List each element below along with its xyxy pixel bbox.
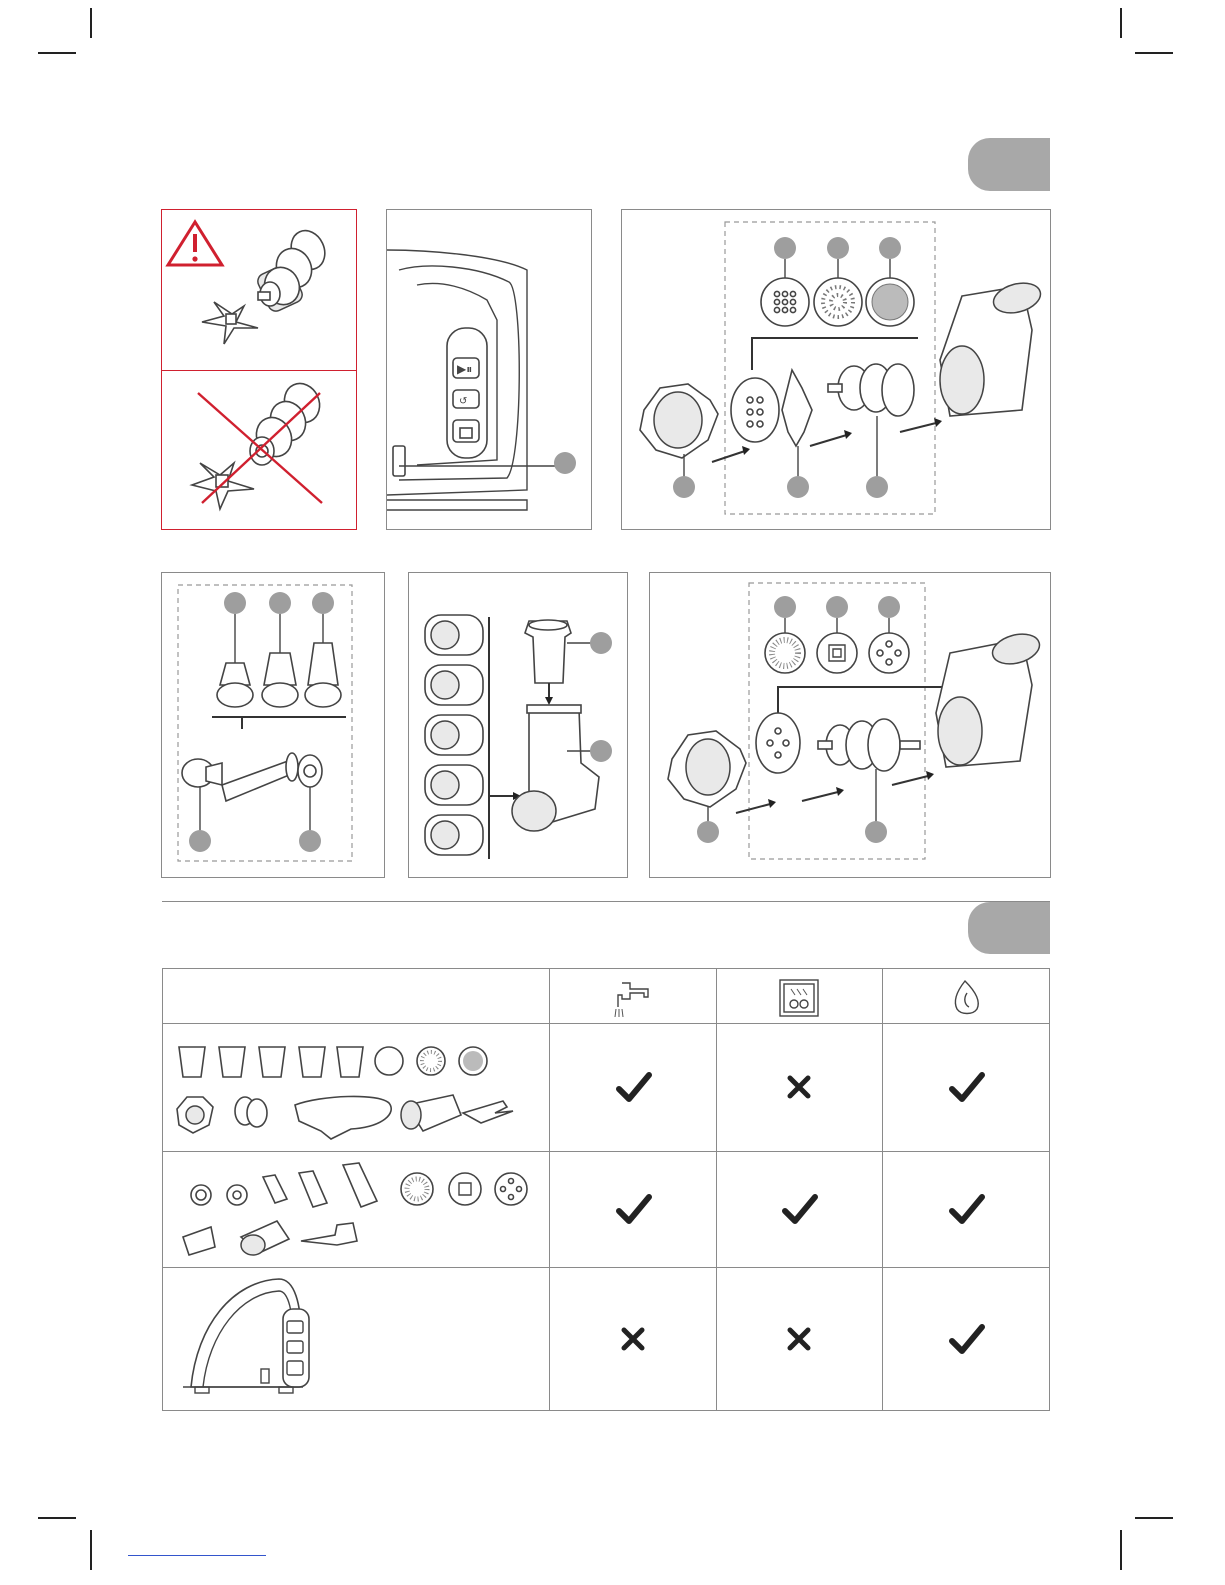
callout-marker [866, 476, 888, 498]
callout-marker [827, 237, 849, 259]
check-icon [779, 1189, 819, 1229]
callout-marker [554, 452, 576, 474]
cross-icon [613, 1319, 653, 1359]
callout-marker [269, 592, 291, 614]
callout-marker [590, 740, 612, 762]
section-divider [162, 901, 1050, 902]
metal-attachments-illustration [171, 1039, 541, 1144]
tap-water-icon [608, 977, 658, 1019]
callout-marker [299, 830, 321, 852]
cutting-plate-icon [731, 378, 779, 442]
section-tab-cleaning [968, 902, 1050, 954]
cross-icon [779, 1067, 819, 1107]
kebbe-cone-icon [182, 759, 222, 787]
drum-icon [219, 1047, 245, 1077]
coarse-plate-icon [761, 278, 809, 326]
drum-coarse-grater-icon [425, 665, 483, 705]
callout-marker [879, 237, 901, 259]
blade-icon [782, 370, 812, 446]
mincer-head-icon [940, 278, 1044, 416]
spacer-disc-icon [298, 755, 322, 787]
callout-marker [189, 830, 211, 852]
slicer-housing-icon [512, 705, 599, 831]
warning-triangle-icon [168, 222, 222, 265]
blade-illustration [202, 302, 258, 344]
auger-illustration [255, 225, 331, 314]
drum-icon [259, 1047, 285, 1077]
callout-marker [878, 596, 900, 618]
panel-wrong-assembly [161, 370, 357, 530]
panel-correct-assembly [161, 209, 357, 371]
cleaning-table [162, 968, 1050, 1411]
panel-mincing-assembly [621, 209, 1051, 530]
auger-icon [818, 719, 920, 771]
mincer-head-icon [936, 629, 1043, 767]
drum-shredder-icon [425, 815, 483, 855]
drum-slicer-icon [425, 765, 483, 805]
check-icon [946, 1319, 986, 1359]
food-pusher-icon [525, 620, 571, 683]
callout-marker [826, 596, 848, 618]
drum-icon [337, 1047, 363, 1077]
callout-marker [865, 821, 887, 843]
ring-nut-icon [640, 384, 718, 458]
section-tab-assembly [968, 138, 1050, 191]
callout-marker [774, 596, 796, 618]
crop-mark [1120, 8, 1122, 38]
cross-icon [779, 1319, 819, 1359]
sausage-nozzle-medium-icon [262, 653, 298, 707]
drum-ridged-grater-icon [425, 715, 483, 755]
drum-icon [299, 1047, 325, 1077]
callout-marker [224, 592, 246, 614]
wipe-cloth-icon [947, 977, 987, 1019]
crop-mark [38, 1517, 76, 1519]
motor-unit-illustration [387, 250, 555, 510]
pasta-disc-square-icon [817, 633, 857, 673]
pasta-disc-fine-icon [765, 633, 805, 673]
panel-power-unit [386, 209, 592, 530]
svg-text:▶⏸: ▶⏸ [457, 362, 473, 376]
crop-mark [38, 52, 76, 54]
crop-mark [1135, 52, 1173, 54]
panel-pasta-assembly [649, 572, 1051, 878]
drum-fine-grater-icon [425, 615, 483, 655]
panel-slicer-shredder [408, 572, 628, 878]
sausage-nozzle-small-icon [217, 663, 253, 707]
ring-nut-icon [668, 731, 746, 807]
footer-link-underline [128, 1555, 266, 1556]
crop-mark [90, 8, 92, 38]
pasta-disc-holes-icon [869, 633, 909, 673]
medium-plate-icon [814, 278, 862, 326]
callout-marker [774, 237, 796, 259]
pasta-disc-icon [756, 713, 800, 773]
crop-mark [1135, 1517, 1173, 1519]
panel-kebbe-sausage [161, 572, 385, 878]
kebbe-shaper-icon [222, 753, 298, 801]
svg-text:↺: ↺ [459, 396, 468, 407]
check-icon [613, 1067, 653, 1107]
fine-plate-icon [866, 278, 914, 326]
check-icon [613, 1189, 653, 1229]
callout-marker [787, 476, 809, 498]
check-icon [946, 1189, 986, 1229]
drum-icon [179, 1047, 205, 1077]
auger-icon [828, 364, 914, 416]
plastic-attachments-illustration [171, 1159, 541, 1259]
check-icon [946, 1067, 986, 1107]
motor-unit-illustration [183, 1275, 383, 1407]
crop-mark [1120, 1530, 1122, 1570]
callout-marker [673, 476, 695, 498]
dishwasher-icon [777, 977, 821, 1019]
callout-marker [312, 592, 334, 614]
callout-marker [697, 821, 719, 843]
crop-mark [90, 1530, 92, 1570]
sausage-nozzle-large-icon [305, 643, 341, 707]
callout-marker [590, 632, 612, 654]
